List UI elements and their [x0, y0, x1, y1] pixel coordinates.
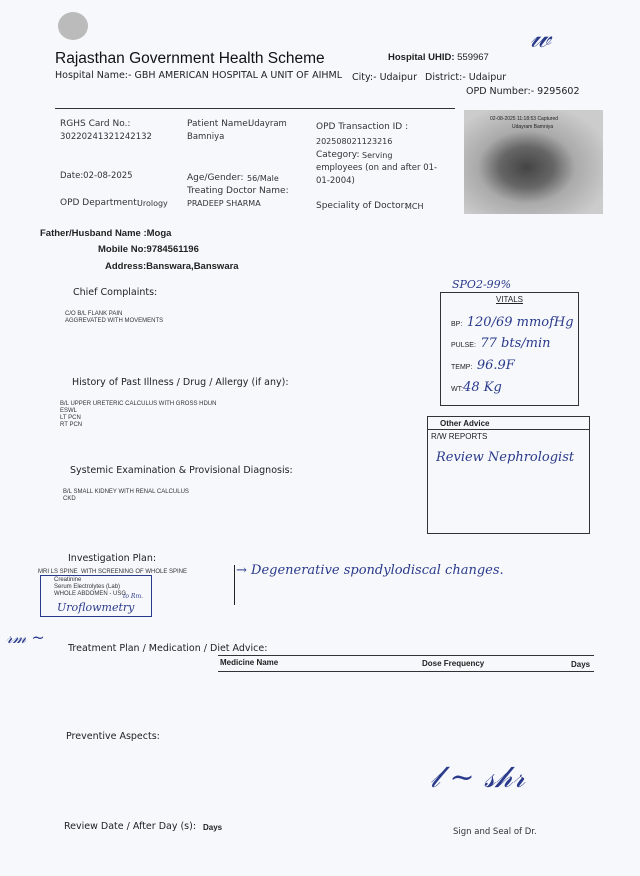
dept-value: Urology: [137, 199, 168, 208]
speciality-label: Speciality of Doctor:: [316, 201, 408, 211]
temp-value: 96.9F: [476, 358, 515, 373]
result-bar: [234, 565, 235, 605]
uhid-label: Hospital UHID:: [388, 52, 455, 63]
doctor-signature: 𝓁 ~ 𝓈𝒽𝓇: [430, 760, 525, 795]
initial-scribble: 𝓌: [530, 20, 551, 55]
treatment-label: Treatment Plan / Medication / Diet Advice:: [68, 643, 268, 654]
opd-number: OPD Number:- 9295602: [466, 86, 580, 97]
patient-photo: [464, 110, 603, 214]
category-2: employees (on and after 01-: [316, 163, 438, 173]
rghs-label: RGHS Card No.:: [60, 119, 131, 129]
logo-icon: [58, 12, 88, 40]
age-label: Age/Gender:: [187, 173, 244, 183]
advice-handwritten: Review Nephrologist: [436, 450, 575, 465]
txn-value: 202508021123216: [316, 137, 393, 146]
patient-name: Udayram: [248, 119, 287, 129]
advice-divider: [428, 429, 589, 430]
doctor-name: PRADEEP SHARMA: [187, 199, 261, 208]
other-advice-title: Other Advice: [440, 419, 490, 428]
district: District:- Udaipur: [425, 72, 507, 83]
uhid-value: 559967: [457, 52, 489, 63]
vitals-temp: [451, 356, 515, 374]
txn-label: OPD Transaction ID :: [316, 122, 409, 132]
investigation-box: [40, 575, 152, 617]
wt-value: 48 Kg: [463, 380, 502, 395]
history-label: History of Past Illness / Drug / Allergy (if any):: [72, 377, 289, 388]
signature-scribble-left: 𝓇𝓂 ~: [6, 628, 45, 647]
mobile: Mobile No:9784561196: [98, 244, 199, 255]
col-days: Days: [571, 660, 591, 669]
col-medicine: Medicine Name: [220, 658, 279, 667]
photo-name: Udayram Bamniya: [512, 124, 554, 130]
speciality-value: MCH: [405, 202, 424, 211]
city: City:- Udaipur: [352, 72, 417, 83]
page-title: Rajasthan Government Health Scheme: [55, 50, 325, 67]
spo2: SPO2-99%: [452, 278, 512, 291]
bp-label: BP:: [451, 321, 463, 328]
vitals-wt: [451, 378, 502, 396]
wt-label: WT:: [451, 386, 464, 393]
preventive-label: Preventive Aspects:: [66, 731, 160, 742]
category-label: Category:: [316, 150, 360, 160]
systemic-label: Systemic Examination & Provisional Diagnosis:: [70, 465, 293, 476]
doctor-label: Treating Doctor Name:: [187, 186, 289, 196]
date: Date:02-08-2025: [60, 171, 133, 181]
review-days: Days: [203, 823, 223, 832]
temp-label: TEMP:: [451, 364, 473, 371]
sign-seal-label: Sign and Seal of Dr.: [453, 827, 537, 837]
table-bottom-line: [218, 671, 594, 672]
col-dose: Dose Frequency: [422, 659, 485, 668]
vitals-title: VITALS: [496, 295, 523, 304]
systemic-text: B/L SMALL KIDNEY WITH RENAL CALCULUS CKD: [63, 489, 189, 502]
investigation-result: → Degenerative spondylodiscal changes.: [236, 563, 504, 578]
other-advice-box: [427, 416, 590, 534]
investigation-tests: Creatinine Serum Electrolytes (Lab) WHOLE ABDOMEN - USG: [54, 577, 127, 597]
category-1: Serving: [362, 151, 393, 160]
investigation-text: MRI LS SPINE WITH SCREENING OF WHOLE SPINE: [38, 569, 188, 575]
father-name: Father/Husband Name :Moga: [40, 228, 172, 239]
hospital-name: Hospital Name:- GBH AMERICAN HOSPITAL A UNIT OF AIHML: [55, 70, 343, 81]
vitals-box: [440, 292, 579, 406]
bp-value: 120/69 mmofHg: [466, 315, 574, 330]
patient-surname: Bamniya: [187, 132, 225, 142]
pulse-value: 77 bts/min: [480, 336, 551, 351]
vitals-pulse: [451, 334, 551, 352]
dept-label: OPD Department:: [60, 198, 140, 208]
investigation-handwritten: Uroflowmetry: [57, 601, 135, 614]
uhid: [388, 52, 489, 63]
chief-complaints-text: C/O B/L FLANK PAIN AGGREVATED WITH MOVEMENTS: [65, 311, 164, 324]
category-3: 01-2004): [316, 176, 355, 186]
table-top-line: [218, 655, 594, 656]
photo-caption: 02-08-2025 11:18:53 Captured: [490, 116, 559, 122]
investigation-note: to Rm.: [123, 593, 144, 600]
divider: [55, 108, 455, 109]
rghs-value: 30220241321242132: [60, 132, 152, 142]
age-value: 56/Male: [247, 174, 279, 183]
chief-complaints-label: Chief Complaints:: [73, 287, 158, 298]
history-text: B/L UPPER URETERIC CALCULUS WITH GROSS HDUN ESWL LT PCN RT PCN: [60, 401, 217, 428]
advice-line: R/W REPORTS: [431, 432, 488, 441]
review-label: Review Date / After Day (s):: [64, 821, 197, 832]
investigation-label: Investigation Plan:: [68, 553, 157, 564]
vitals-bp: [451, 313, 574, 331]
patient-name-label: Patient Name:: [187, 119, 251, 129]
address: Address:Banswara,Banswara: [105, 261, 239, 272]
pulse-label: PULSE:: [451, 342, 476, 349]
